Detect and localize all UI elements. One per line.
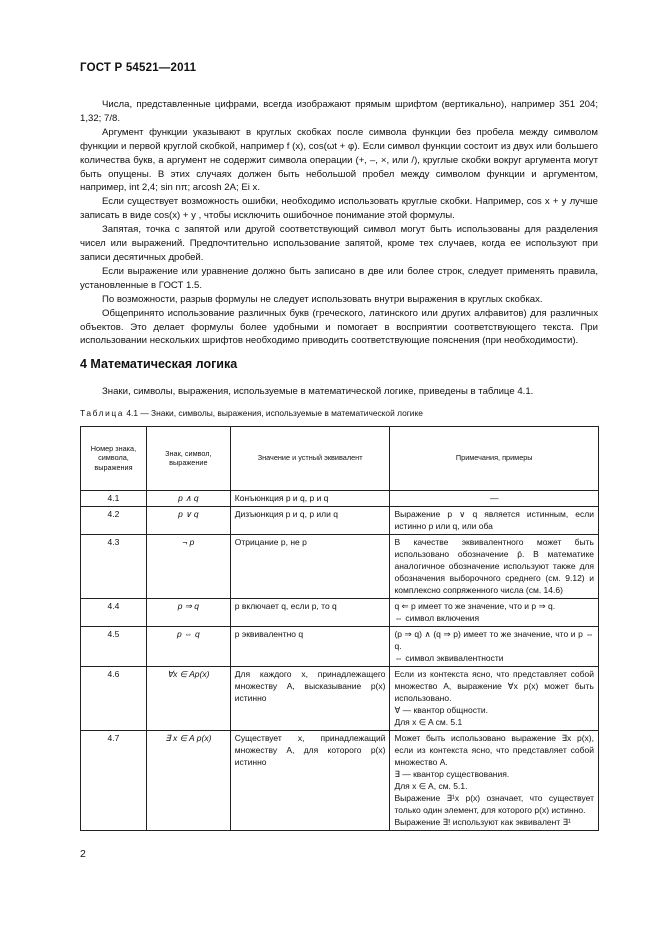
note-line: Для x ∈ A, см. 5.1. [394,781,468,791]
note-line: Для x ∈ A см. 5.1 [394,717,463,727]
row-meaning: Для каждого x, принадлежащего множеству A, высказывание p(x) истинно [230,667,390,731]
note-line: ∃ — квантор существования. [394,769,510,779]
section-title: 4 Математическая логика [80,357,238,371]
row-meaning: p включает q, если p, то q [230,599,390,627]
row-number: 4.1 [81,491,147,507]
row-number: 4.3 [81,535,147,599]
row-symbol: p ⇔ q [146,627,230,667]
row-symbol: ∀x ∈ Ap(x) [146,667,230,731]
note-line: ∀ — квантор общности. [394,705,488,715]
note-line: Выражение p ∨ q является истинным, если истинно p или q, или оба [394,509,594,531]
row-number: 4.5 [81,627,147,667]
row-number: 4.6 [81,667,147,731]
column-header-meaning: Значение и устный эквивалент [230,427,390,491]
row-number: 4.2 [81,507,147,535]
paragraph: Запятая, точка с запятой или другой соответствующий символ могут быть использованы для разделения чисел или выражений. Предпочтительно использование запятой, кроме тех случаев, когда ее используют при записи десятичных дробей. [80,224,598,263]
table-body [81,491,599,831]
table-caption [80,408,423,418]
logic-symbols-table [80,426,599,831]
section-intro: Знаки, символы, выражения, используемые в математической логике, приведены в таблице 4.1. [102,386,534,397]
row-notes [390,507,599,535]
note-line: В качестве эквивалентного может быть использовано обозначение p̄. В математике аналогичное обозначение используют также для обозначения выборочного среднего (см. 9.12) и комплексно сопряженного числа (см. 14.6) [394,537,594,595]
note-line: Если из контекста ясно, что представляет собой множество A, выражение ∀x p(x) может быть использовано. [394,669,594,703]
row-notes [390,491,599,507]
row-meaning: p эквивалентно q [230,627,390,667]
note-line: ⇔ символ эквивалентности [394,653,504,663]
row-meaning: Конъюнкция p и q, p и q [230,491,390,507]
paragraph: Если выражение или уравнение должно быть записано в две или более строк, следует применять правила, установленные в ГОСТ 1.5. [80,265,598,291]
table-row [81,535,599,599]
note-line: (p ⇒ q) ∧ (q ⇒ p) имеет то же значение, что и p ⇔ q. [394,629,594,651]
row-notes [390,599,599,627]
table-row [81,627,599,667]
row-symbol: p ∨ q [146,507,230,535]
note-line: Выражение ∃! используют как эквивалент ∃¹ [394,817,571,827]
row-notes [390,627,599,667]
row-symbol: ∃ x ∈ A p(x) [146,731,230,831]
note-line: — [489,493,499,503]
row-meaning: Дизъюнкция p и q, p или q [230,507,390,535]
row-number: 4.7 [81,731,147,831]
body-text [80,98,598,348]
table-caption-text: 4.1 — Знаки, символы, выражения, используемые в математической логике [126,408,423,418]
paragraph: Если существует возможность ошибки, необходимо использовать круглые скобки. Например, cos x + y лучше записать в виде cos(x) + y , чтобы исключить ошибочное понимание этой формулы. [80,196,598,222]
row-symbol: p ∧ q [146,491,230,507]
paragraph: Числа, представленные цифрами, всегда изображают прямым шрифтом (вертикально), например 351 204; 1,32; 7/8. [80,99,598,124]
note-line: Выражение ∃¹x p(x) означает, что существует только один элемент, для которого p(x) истинно. [394,793,594,815]
column-header-notes: Примечания, примеры [390,427,599,491]
column-header-number: Номер знака, символа, выражения [81,427,147,491]
table-row [81,491,599,507]
table-row [81,507,599,535]
table-row [81,667,599,731]
note-line: ⇔ символ включения [394,613,480,623]
row-symbol: p ⇒ q [146,599,230,627]
table-row [81,599,599,627]
row-meaning: Существует x, принадлежащий множеству A, для которого p(x) истинно [230,731,390,831]
row-notes [390,535,599,599]
row-notes [390,731,599,831]
paragraph: Аргумент функции указывают в круглых скобках после символа функции без пробела между символом функции и первой круглой скобкой, например f (x), cos(ωt + φ). Если символ функции состоит из двух или большего количества букв, а аргумент не содержит символа операции (+, –, ×, или /), круглые скобки вокруг аргумента могут быть опущены. В этих случаях должен быть небольшой пробел между символом функции и аргументом, например, int 2,4; sin nπ; arcosh 2A; Ei x. [80,126,598,194]
table-caption-label: Таблица [80,408,125,418]
paragraph: Общепринято использование различных букв (греческого, латинского или других алфавитов) для различных объектов. Это делает формулы более удобными и помогает в восприятии соответствующего текста. При использовании нескольких шрифтов необходимо приводить соответствующие пояснения (при необходимости). [80,307,598,347]
row-meaning: Отрицание p, не p [230,535,390,599]
document-header: ГОСТ Р 54521—2011 [80,62,197,74]
page-number: 2 [80,848,86,860]
row-number: 4.4 [81,599,147,627]
table-header-row [81,427,599,491]
column-header-symbol: Знак, символ, выражение [146,427,230,491]
note-line: q ⇐ p имеет то же значение, что и p ⇒ q. [394,601,556,611]
note-line: Может быть использовано выражение ∃x p(x), если из контекста ясно, что представляет собой множество A. [394,733,594,767]
row-notes [390,667,599,731]
row-symbol: ¬ p [146,535,230,599]
paragraph: По возможности, разрыв формулы не следует использовать внутри выражения в круглых скобках. [102,293,543,305]
table-row [81,731,599,831]
